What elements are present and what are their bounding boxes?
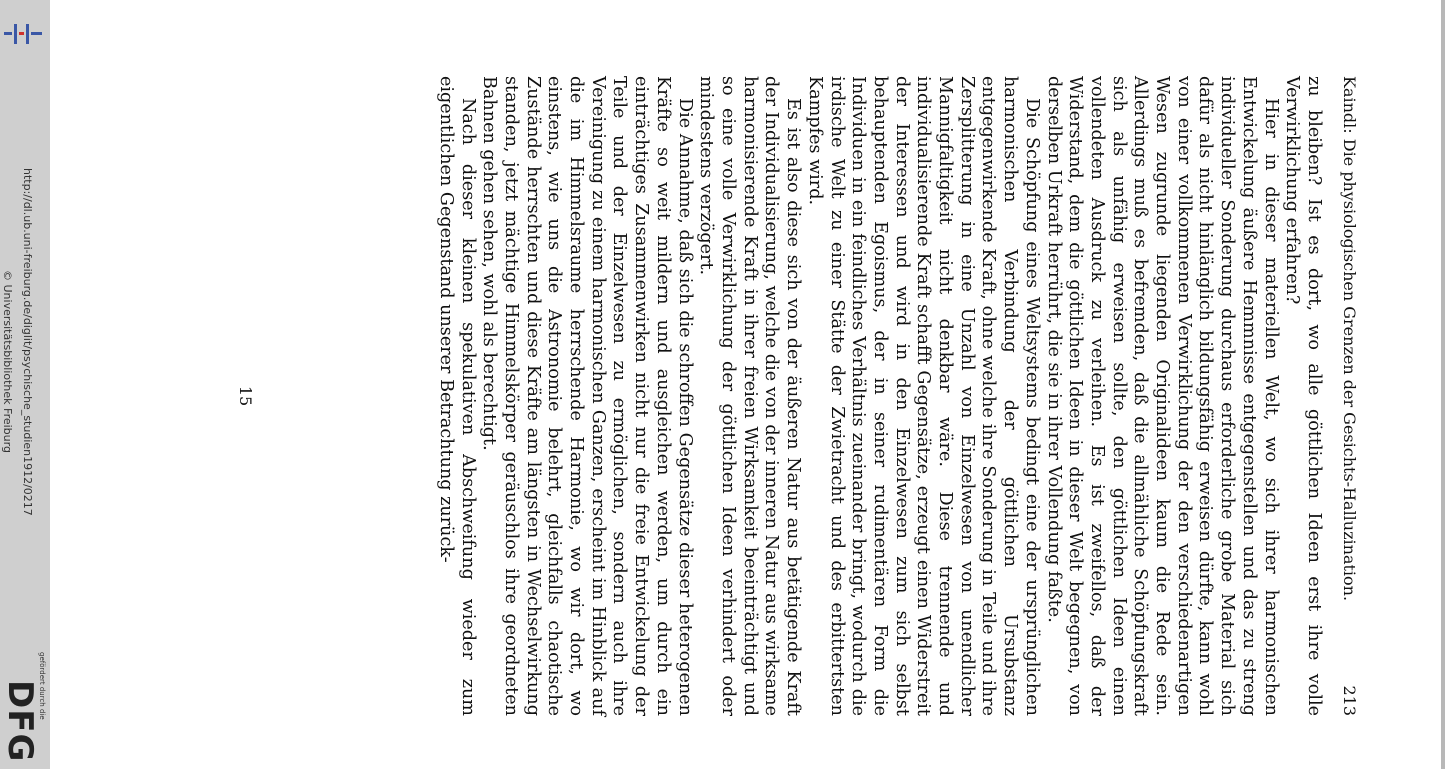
ub-freiburg-logo-icon [2,22,46,46]
scanned-page [220,76,1360,716]
paragraph: Hier in dieser materiellen Welt, wo sich ihrer harmonischen Entwickelung äußere Hemmnisse entgegenstellen und das zu streng individueller Sonderung durchaus erforderliche grobe Material sich dafür als nicht hinlänglich bildungsfähig erweisen dürfte, kann wohl von einer vollkommenen Verwirklichung der den verschiedenartigen Wesen zugrunde liegenden Originalideen kaum die Rede sein. Allerdings muß es befremden, daß die allmähliche Schöpfungskraft sich als unfähig erweisen sollte, den göttlichen Ideen einen vollendeten Ausdruck zu verleihen. Es ist zweifellos, daß der Widerstand, dem die göttlichen Ideen in dieser Welt begegnen, von derselben Urkraft herrührt, die sie in ihrer Vollendung faßte. [1043,76,1281,716]
paragraph: Die Annahme, daß sich die schroffen Gegensätze dieser heterogenen Kräfte so weit mildern und ausgleichen werden, um durch ein einträchtiges Zusammenwirken nicht nur die freie Entwickelung der Teile und der Einzelwesen zu ermöglichen, sondern auch ihre Vereinigung zu einem harmonischen Ganzen, erscheint im Hinblick auf die im Himmelsraume herrschende Harmonie, wo wir dort, wo einstens, wie uns die Astronomie belehrt, gleichfalls chaotische Zustände herrschten und diese Kräfte am längsten in Wechselwirkung standen, jetzt mächtige Himmelskörper geräuschlos ihre geordneten Bahnen gehen sehen, wohl als berechtigt. [479,76,695,716]
signature-mark: 15 [236,385,255,407]
right-border [1441,0,1445,769]
copyright-notice: © Universitätsbibliothek Freiburg [1,270,14,453]
page-number: 213 [1340,685,1359,716]
paragraph: zu bleiben? Ist es dort, wo alle göttlichen Ideen erst ihre volle Verwirklichung erfahren? [1282,76,1324,716]
page-header [1338,76,1360,716]
page-body [434,76,1324,716]
dfg-logo: DFG [0,680,40,763]
viewer-sidebar [0,0,50,769]
paragraph: Es ist also diese sich von der äußeren Natur aus betätigende Kraft der Individualisierung, welche die von der inneren Natur aus wirksame harmonisierende Kraft in ihrer freien Wirksamkeit beeinträchtigt und so eine volle Verwirklichung der göttlichen Ideen verhindert oder mindestens verzögert. [696,76,804,716]
running-title: Kaindl: Die physiologischen Grenzen der Gesichts-Halluzination. [1340,76,1359,602]
paragraph: Die Schöpfung eines Weltsystems bedingt eine der ursprünglichen harmonischen Verbindung der göttlichen Ursubstanz entgegenwirkende Kraft, ohne welche ihre Sonderung in Teile und ihre Zersplitterung in eine Unzahl von Einzelwesen von unendlicher Mannigfaltigkeit nicht denkbar wäre. Diese trennende und individualisierende Kraft schafft Gegensätze, erzeugt einen Widerstreit der Interessen und wird in den Einzelwesen zum sich selbst behauptenden Egoismus, der in seiner rudimentären Form die Individuen in ein feindliches Verhältnis zueinander bringt, wodurch die irdische Welt zu einer Stätte der Zwietracht und des erbittertsten Kampfes wird. [804,76,1042,716]
paragraph: Nach dieser kleinen spekulativen Abschweifung wieder zum eigentlichen Gegenstand unserer Betrachtung zurück- [435,76,478,716]
dfg-funding-text: gefördert durch die [38,652,46,720]
source-url[interactable]: http://dl.ub.uni-freiburg.de/diglit/psychische_studien1912/0217 [21,168,34,516]
